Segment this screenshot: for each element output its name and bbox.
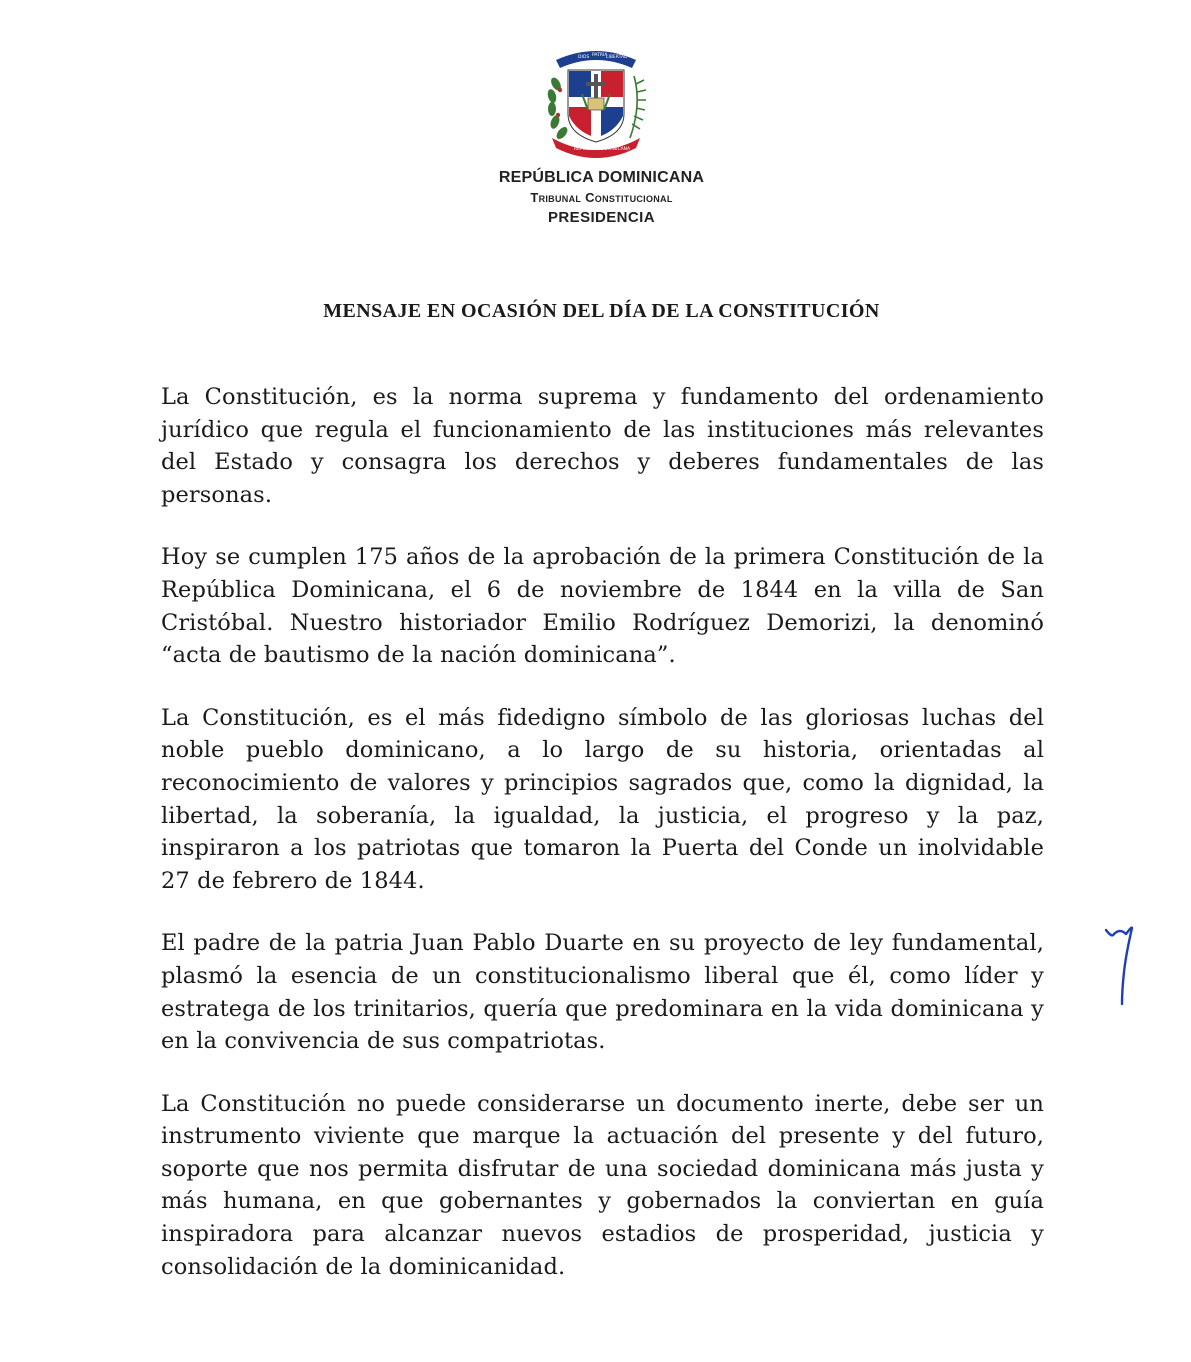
letterhead [0,44,1191,228]
handwritten-initial-icon [1102,924,1136,1006]
document-title: MENSAJE EN OCASIÓN DEL DÍA DE LA CONSTITUCIÓN [323,300,880,322]
paragraph: Hoy se cumplen 175 años de la aprobación de la primera Constitución de la República Dominicana, el 6 de noviembre de 1844 en la villa de San Cristóbal. Nuestro historiador Emilio Rodríguez Demorizi, la denominó “acta de bautismo de la nación dominicana”. [161,544,1044,669]
svg-text:LIBERTAD: LIBERTAD [605,55,628,60]
paragraph: El padre de la patria Juan Pablo Duarte en su proyecto de ley fundamental, plasmó la esencia de un constitucionalismo liberal que él, como líder y estratega de los trinitarios, quería que predominara en la vida dominicana y en la convivencia de sus compatriotas. [161,930,1044,1055]
svg-text:PATRIA: PATRIA [591,53,607,58]
paragraph: La Constitución, es el más fidedigno símbolo de las gloriosas luchas del noble pueblo dominicano, a lo largo de su historia, orientadas al reconocimiento de valores y principios sagrados que, como la dignidad, la libertad, la soberanía, la igualdad, la justicia, el progreso y la paz, inspiraron a los patriotas que tomaron la Puerta del Conde un inolvidable 27 de febrero de 1844. [161,704,1044,894]
paragraph: La Constitución no puede considerarse un documento inerte, debe ser un instrumento viviente que marque la actuación del presente y del futuro, soporte que nos permita disfrutar de una sociedad dominicana más justa y más humana, en que gobernantes y gobernados la conviertan en guía inspiradora para alcanzar nuevos estadios de prosperidad, justicia y consolidación de la dominicanidad. [161,1090,1044,1280]
emblem-motto: DIOS [577,55,589,60]
organization-block [0,168,1191,228]
coat-of-arms-icon [538,44,654,162]
paragraph: La Constitución, es la norma suprema y fundamento del ordenamiento jurídico que regula el funcionamiento de las instituciones más relevantes del Estado y consagra los derechos y deberes fundamentales de las personas. [161,384,1044,508]
institution-name: Tribunal Constitucional [530,190,673,205]
document-body [161,381,1044,1313]
country-name: REPÚBLICA DOMINICANA [498,169,705,186]
svg-text:REPÚBLICA DOMINICANA: REPÚBLICA DOMINICANA [573,147,630,152]
office-name: PRESIDENCIA [548,209,655,226]
